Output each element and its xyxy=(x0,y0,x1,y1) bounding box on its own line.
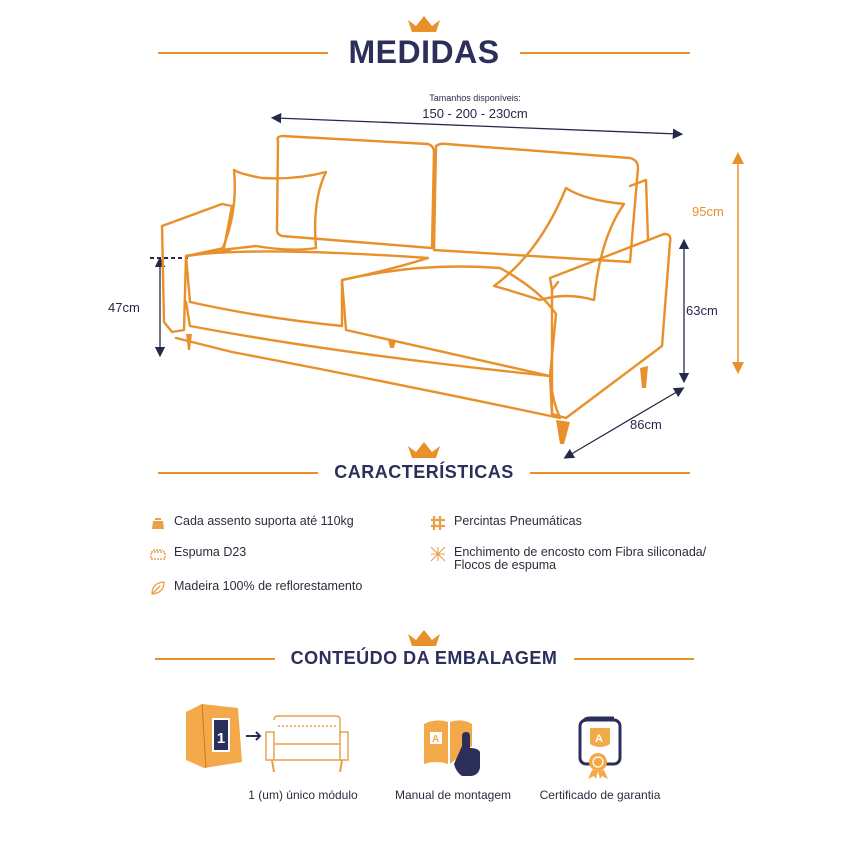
feature-label: Percintas Pneumáticas xyxy=(454,514,582,528)
sofa-leg xyxy=(556,420,570,444)
package-rule-right xyxy=(574,658,694,660)
feature-item xyxy=(430,515,582,531)
package-rule-left xyxy=(155,658,275,660)
box-number: 1 xyxy=(216,730,226,747)
webbing-icon xyxy=(430,515,446,531)
seat-height-label: 47cm xyxy=(108,300,140,315)
arm-height-label: 63cm xyxy=(686,303,718,318)
leaf-icon xyxy=(150,580,166,596)
depth-label: 86cm xyxy=(630,417,662,432)
certificate-icon xyxy=(574,716,628,780)
feature-item xyxy=(150,546,246,562)
package-item-label: Manual de montagem xyxy=(394,788,512,802)
package-title: CONTEÚDO DA EMBALAGEM xyxy=(290,648,558,668)
manual-icon xyxy=(422,716,486,778)
feature-label: Enchimento de encosto com Fibra siliconada/ xyxy=(454,545,707,559)
svg-text:A: A xyxy=(432,734,440,745)
weight-icon xyxy=(150,515,166,531)
sofa-leg xyxy=(640,366,648,388)
package-item-label: Certificado de garantia xyxy=(539,788,661,802)
feature-label: Cada assento suporta até 110kg xyxy=(174,514,354,528)
feature-label: Espuma D23 xyxy=(174,545,247,559)
feature-label: Madeira 100% de reflorestamento xyxy=(174,579,363,593)
feature-label-wrap xyxy=(454,546,706,572)
svg-text:A: A xyxy=(595,733,603,745)
feature-item xyxy=(430,546,706,572)
sofa-leg xyxy=(388,340,396,348)
features-rule-left xyxy=(158,472,318,474)
page-title: MEDIDAS xyxy=(348,34,500,70)
foam-icon xyxy=(150,546,166,562)
sizes-values: 150 - 200 - 230cm xyxy=(422,106,528,121)
sizes-label: Tamanhos disponíveis: xyxy=(429,93,521,103)
crown-icon xyxy=(406,440,442,460)
feature-label-line2: Flocos de espuma xyxy=(454,558,557,572)
crown-icon xyxy=(406,628,442,648)
width-arrow xyxy=(276,118,678,134)
feature-item xyxy=(150,515,354,531)
package-item-label: 1 (um) único módulo xyxy=(248,788,358,802)
feature-item xyxy=(150,580,362,596)
fiber-icon xyxy=(430,546,446,562)
sofa-outline xyxy=(162,136,670,418)
single-module-icon xyxy=(182,702,354,780)
features-rule-right xyxy=(530,472,690,474)
depth-arrow xyxy=(568,390,680,456)
height-total-label: 95cm xyxy=(692,204,724,219)
features-title: CARACTERÍSTICAS xyxy=(334,462,514,482)
